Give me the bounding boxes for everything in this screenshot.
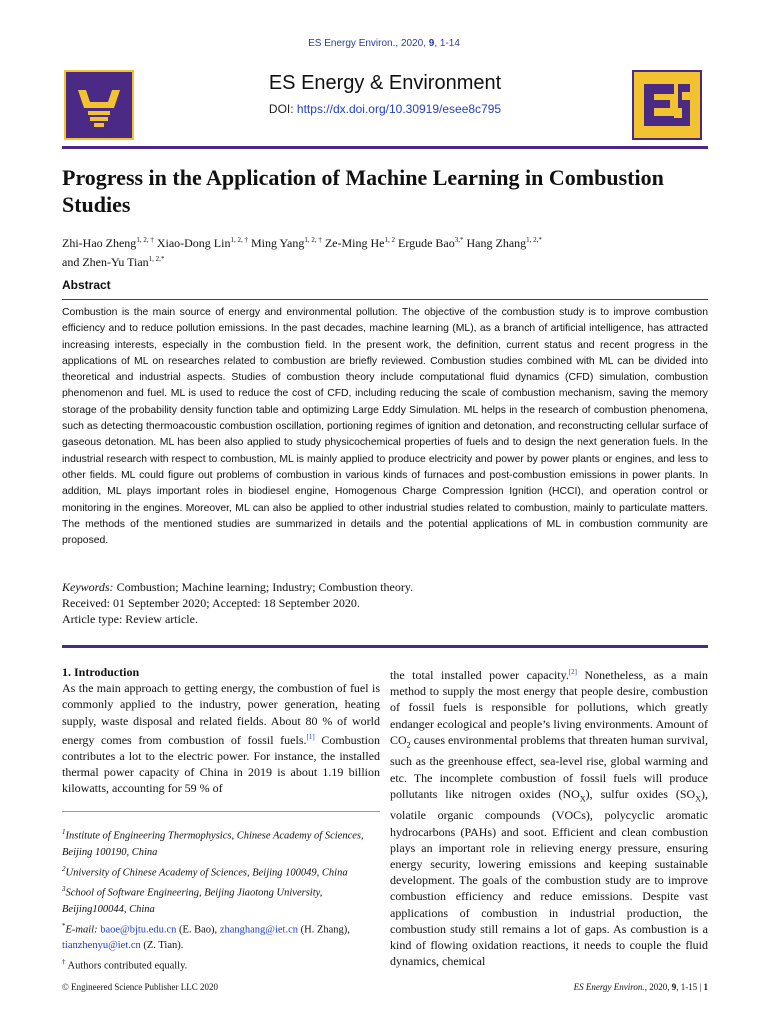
- footer-copyright: © Engineered Science Publisher LLC 2020: [62, 982, 219, 992]
- affiliation-3: $^3$School of Software Engineering, Beijing Jiaotong University, Beijing100044, China: [62, 885, 323, 915]
- affiliation-1: $^1$Institute of Engineering Thermophysics, Chinese Academy of Sciences, Beijing 100190, China: [62, 828, 364, 858]
- email-line: *E-mail: baoe@bjtu.edu.cn (E. Bao), zhanghang@iet.cn (H. Zhang), tianzhenyu@iet.cn (Z. Tian).: [62, 921, 350, 951]
- section-heading: 1. Introduction: [62, 665, 140, 679]
- abstract-divider: [62, 299, 708, 300]
- keywords: Keywords: Combustion; Machine learning; Industry; Combustion theory.: [62, 580, 414, 594]
- doi-line: DOI: https://dx.doi.org/10.30919/esee8c795: [268, 102, 502, 116]
- affiliation-2: $^2$University of Chinese Academy of Sciences, Beijing 100049, China: [62, 864, 348, 878]
- citation-link[interactable]: [1]: [306, 732, 315, 741]
- abstract-heading: Abstract: [62, 278, 111, 292]
- received-dates: Received: 01 September 2020; Accepted: 18 September 2020.: [62, 596, 360, 610]
- publisher-logo-icon: [64, 70, 134, 140]
- footnotes: [62, 824, 380, 975]
- article-type: Article type: Review article.: [62, 612, 198, 626]
- footnote-divider: [62, 811, 380, 812]
- footer-citation: ES Energy Environ., 2020, 9, 1-15 | 1: [573, 982, 708, 992]
- body-divider: [62, 645, 708, 648]
- doi-link[interactable]: https://dx.doi.org/10.30919/esee8c795: [296, 102, 502, 116]
- email-link[interactable]: baoe@bjtu.edu.cn: [100, 924, 177, 935]
- email-link[interactable]: zhanghang@iet.cn: [219, 924, 298, 935]
- abstract-text: Combustion is the main source of energy and environmental pollution. The objective of the combustion study is to improve combustion efficiency and to reduce pollution emissions. In the past decades, machine learning (ML), as a branch of artificial intelligence, has attracted increasing interests, especially in the combustion field. In the present work, the definition, current status and recent progress in the applications of ML on researches related to combustion are briefly reviewed. Combustion studies combined with ML can be divided into theoretical and industrial aspects. Studies of combustion theory include computational fluid dynamics (CFD) simulation, combustion phenomenon and fuel. ML is used to reduce the cost of CFD, including reducing the scale of combustion mechanism, saving the memory storage of the probability density function table and optimizing Large Eddy Simulation. ML helps in the research of combustion phenomena, such as detecting thermoacoustic combustion oscillation, portioning regimes of ignition and detonation, and reconstructing cellular surface of gaseous detonation. ML has been also applied to study physicochemical properties of fuels and to design the next generation fuels. In the industrial research with respect to combustion, ML is mainly applied to produce electricity and power by power plants or engines, and less to other fields. ML could figure out problems of combustion in various kinds of furnaces and post-combustion emissions in power plants. In addition, ML plays important roles in biodiesel engine, Homogenous Charge Compression Ignition (HCCI), and operation control or monitoring in the engines. Moreover, ML can also be applied to other industrial studies related to combustion, mainly to particulate matters. The methods of the mentioned studies are summarized in details and the potential applications of ML in combustion community are proposed.: [62, 307, 708, 547]
- journal-logo-icon: [632, 70, 702, 140]
- paper-title: Progress in the Application of Machine Learning in Combustion Studies: [62, 165, 664, 217]
- intro-right-column: the total installed power capacity.[2] Nonetheless, as a main method to supply the most energy that people desire, combustion of fossil fuels is responsible for pollutions, which greatly endanger ecological and people’s living environments. Amount of $CO_2$ causes environmental problems that threaten human survival, such as the greenhouse effect, sea-level rise, global warming and etc. The incomplete combustion of fossil fuels will produce pollutants like nitrogen oxides $(NO_X)$, sulfur oxides $(SO_X)$, volatile organic compounds (VOCs), polycyclic aromatic hydrocarbons (PAHs) and soot. Efficient and clean combustion plays an important role in relieving energy pressure, ensuring energy security, lowering emissions and keeping sustainable development. The goals of the combustion study are to improve combustion efficiency and reduce emissions. Despite vast applications of combustion in industrial production, the combustion study still remains a lot of gaps. As combustion is a kind of flowing oxidation reactions, it needs to couple the fluid dynamics, chemical: [390, 668, 708, 969]
- citation-link[interactable]: [2]: [568, 668, 578, 676]
- equal-contribution-note: † Authors contributed equally.: [62, 958, 188, 972]
- header-divider: [62, 146, 708, 149]
- journal-title: ES Energy & Environment: [268, 72, 502, 94]
- header-citation: ES Energy Environ., 2020, 9, 1-14: [308, 38, 460, 49]
- author-list: Zhi-Hao Zheng$^{1, 2, \dagger}$ Xiao-Dong Lin$^{1, 2, \dagger}$ Ming Yang$^{1, 2, \dagger}$ Ze-Ming He$^{1, 2}$ Ergude Bao$^{3,*}$ Hang Zhang$^{1, 2,*}$ and Zhen-Yu Tian$^{1, 2,*}$: [62, 236, 542, 269]
- intro-left-column: 1. Introduction As the main approach to getting energy, the combustion of fuel is commonly applied to the industry, power generation, heating supply, waste disposal and related fields. About 80 % of world energy comes from combustion of fossil fuels.[1] Combustion contributes a lot to the electric power. For instance, the installed thermal power capacity of China in 2019 is about 1.19 billion kilowatts, accounting for 59 % of: [62, 665, 380, 796]
- email-link[interactable]: tianzhenyu@iet.cn: [62, 940, 141, 951]
